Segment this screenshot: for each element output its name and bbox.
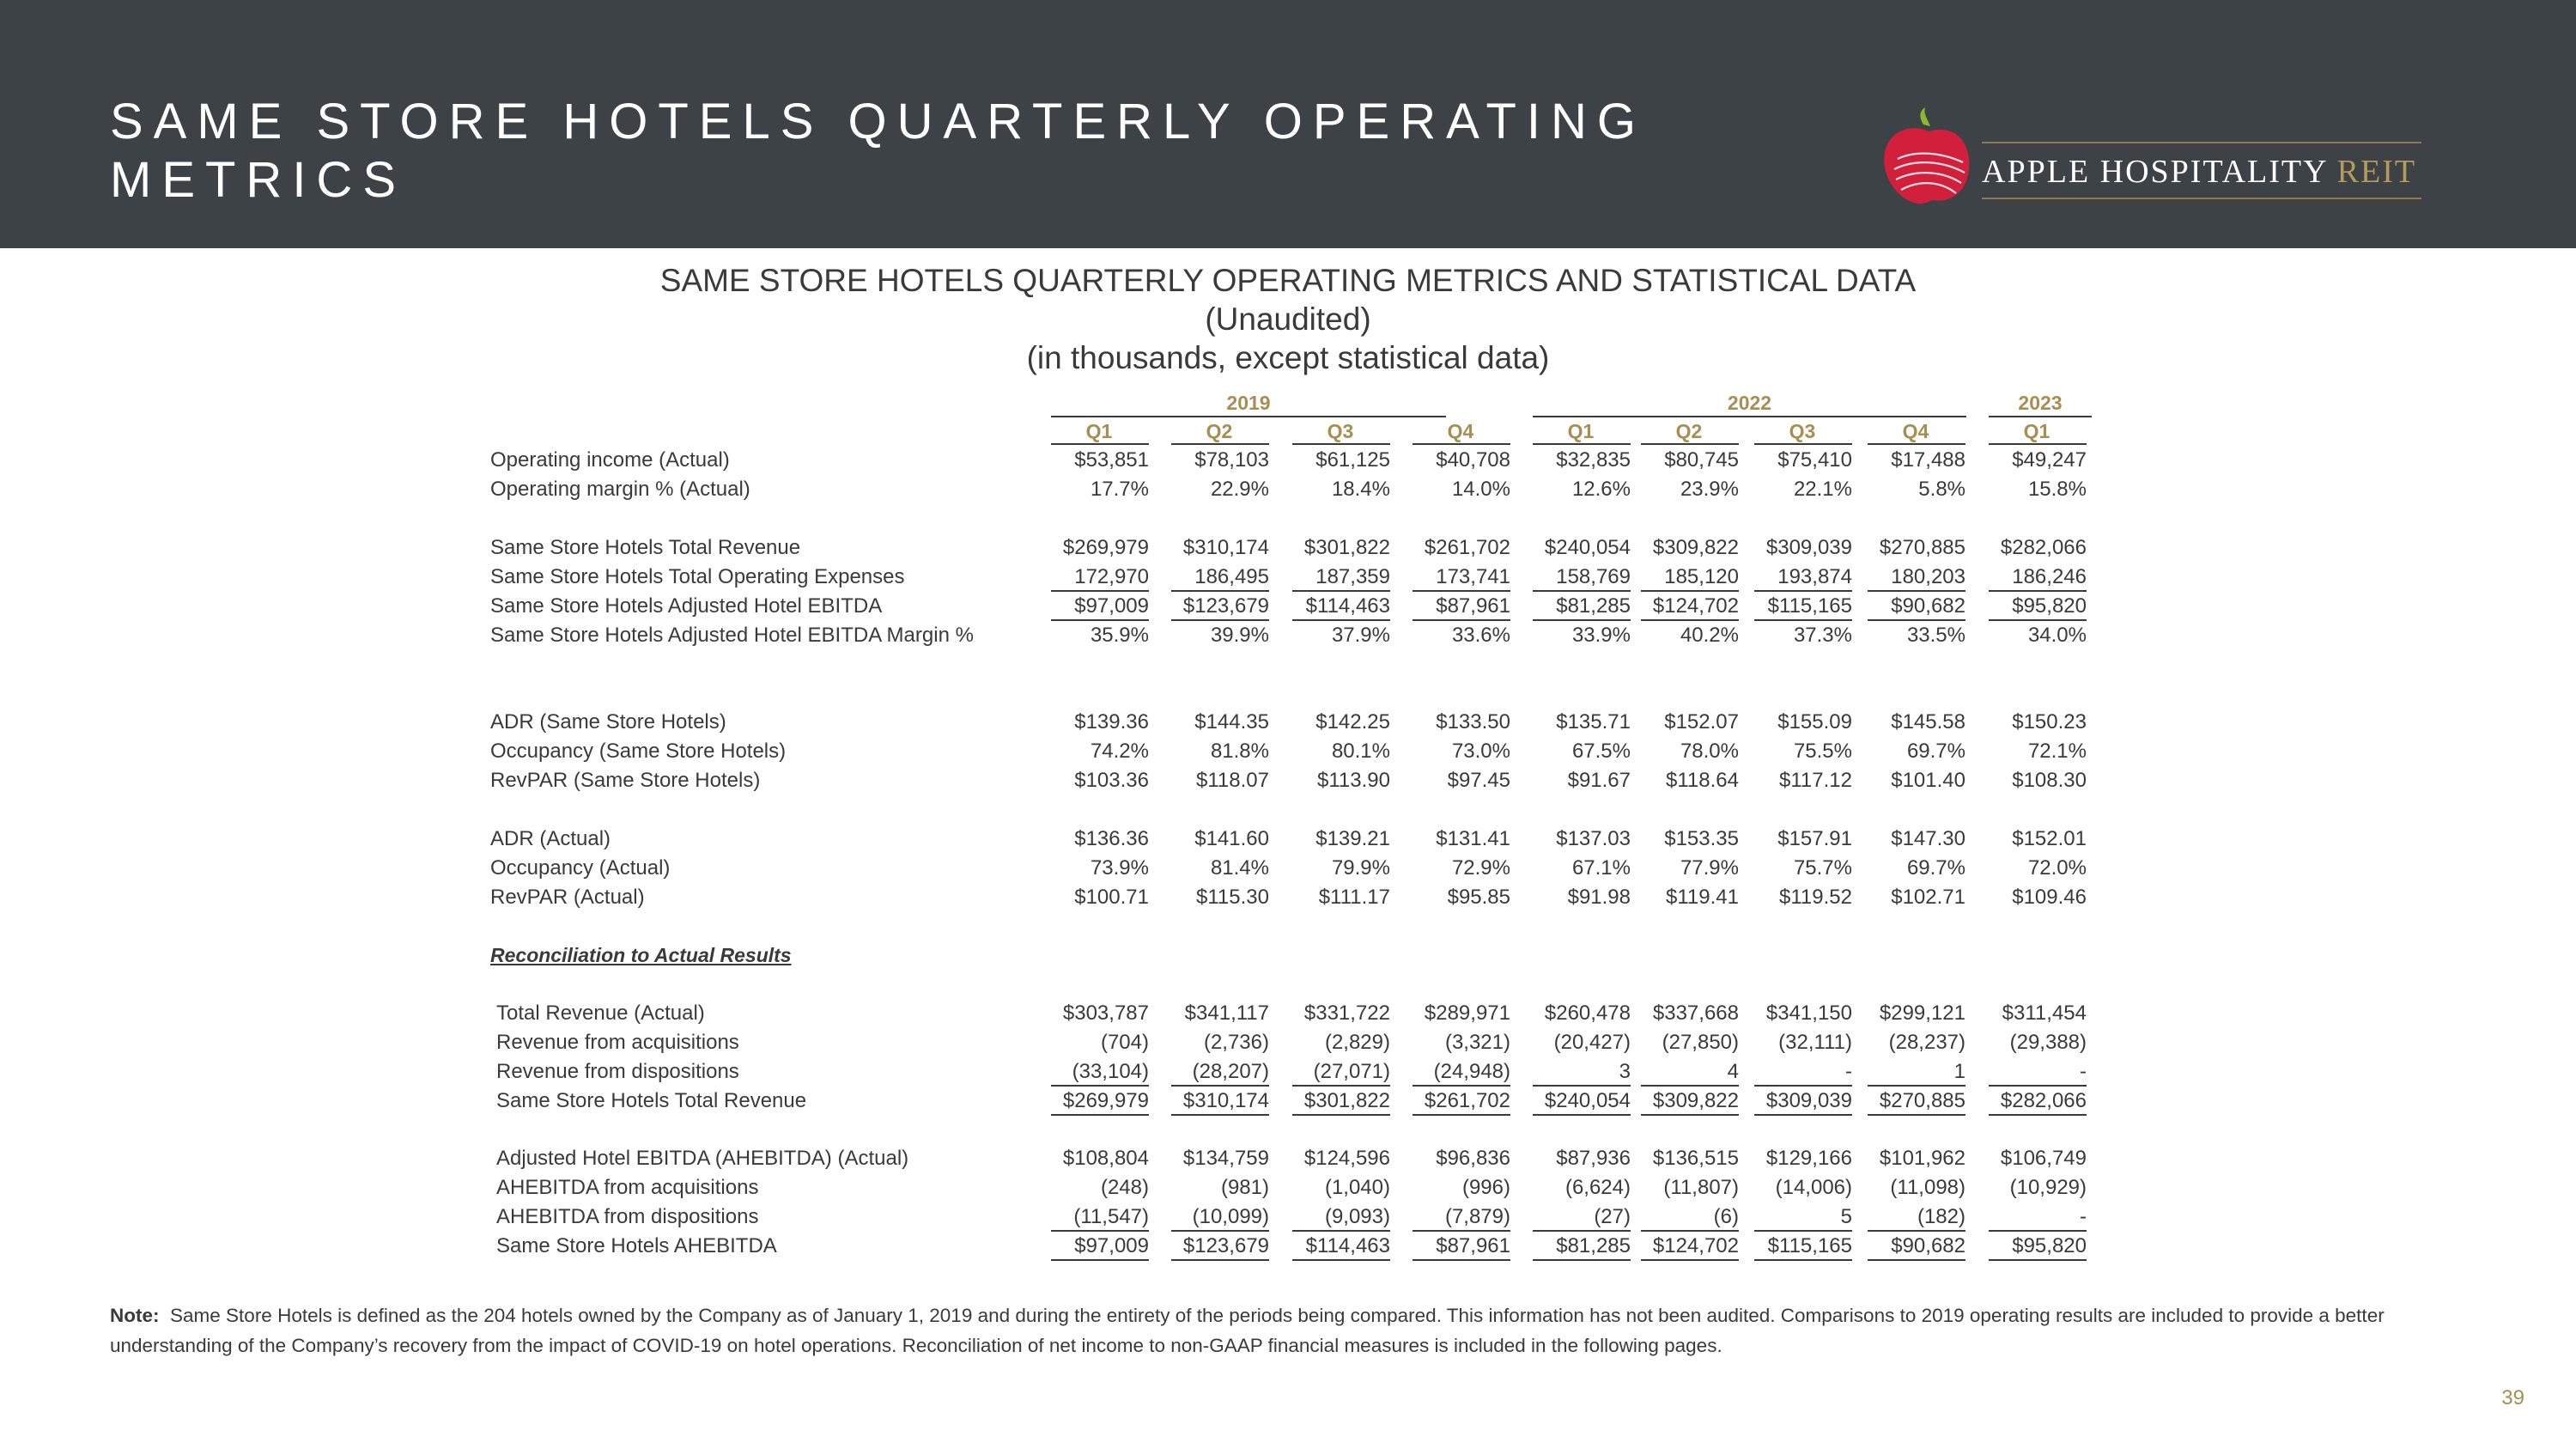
cell-underline: [1292, 619, 1390, 621]
recon-table-cell: $123,679: [1182, 1234, 1269, 1257]
row-label: ADR (Actual): [490, 827, 611, 850]
recon-cell-underline: [1051, 1230, 1149, 1232]
recon-cell-underline: [1868, 1259, 1965, 1261]
recon-table-cell: (11,098): [1890, 1176, 1965, 1199]
recon-cell-underline: [1051, 1259, 1149, 1261]
recon-cell-underline: [1641, 1259, 1739, 1261]
logo-reit: REIT: [2336, 154, 2417, 190]
table-cell: 17.7%: [1090, 478, 1149, 501]
table-cell: $119.52: [1779, 886, 1852, 909]
table-cell: $49,247: [2012, 448, 2087, 472]
recon-table-cell: $96,836: [1436, 1147, 1510, 1170]
recon-cell-underline: [1868, 1114, 1965, 1116]
recon-cell-underline: [1989, 1230, 2087, 1232]
table-cell: 34.0%: [2027, 624, 2087, 647]
cell-underline: [1754, 619, 1852, 621]
recon-table-cell: $136,515: [1652, 1147, 1739, 1170]
recon-table-cell: (182): [1917, 1205, 1965, 1228]
year-underline: [1051, 416, 1446, 417]
recon-table-cell: (1,040): [1324, 1176, 1390, 1199]
table-cell: 185,120: [1664, 565, 1739, 588]
table-cell: 72.1%: [2027, 740, 2087, 763]
table-cell: 35.9%: [1090, 624, 1149, 647]
recon-table-cell: -: [1845, 1060, 1852, 1083]
recon-row-label: Same Store Hotels AHEBITDA: [496, 1234, 777, 1257]
recon-cell-underline: [1292, 1230, 1390, 1232]
recon-table-cell: (6): [1713, 1205, 1739, 1228]
cell-underline: [1641, 590, 1739, 592]
recon-table-cell: (9,093): [1324, 1205, 1390, 1228]
recon-table-cell: (27,071): [1313, 1060, 1390, 1083]
recon-table-cell: (32,111): [1778, 1031, 1852, 1054]
year-underline: [1989, 416, 2092, 417]
table-cell: 74.2%: [1090, 740, 1149, 763]
recon-table-cell: $134,759: [1182, 1147, 1269, 1170]
table-cell: 67.1%: [1571, 856, 1631, 880]
recon-cell-underline: [1868, 1230, 1965, 1232]
recon-table-cell: (6,624): [1564, 1176, 1631, 1199]
table-cell: $90,682: [1891, 594, 1965, 618]
recon-table-cell: $337,668: [1652, 1002, 1739, 1025]
recon-table-cell: $87,936: [1556, 1147, 1631, 1170]
recon-table-cell: $124,702: [1652, 1234, 1739, 1257]
quarter-header: Q2: [1206, 420, 1233, 442]
table-cell: $145.58: [1891, 710, 1965, 734]
table-title: SAME STORE HOTELS QUARTERLY OPERATING METRICS AND STATISTICAL DATA: [659, 263, 1917, 298]
table-units: (in thousands, except statistical data): [1026, 340, 1550, 375]
table-cell: 22.1%: [1793, 478, 1852, 501]
table-cell: 186,246: [2012, 565, 2087, 588]
recon-table-cell: (996): [1461, 1176, 1510, 1199]
recon-table-cell: (2,736): [1203, 1031, 1269, 1054]
recon-table-cell: (24,948): [1433, 1060, 1510, 1083]
cell-underline: [1989, 619, 2087, 621]
recon-table-cell: (10,099): [1192, 1205, 1269, 1228]
table-cell: $301,822: [1303, 536, 1390, 559]
recon-table-cell: (3,321): [1444, 1031, 1510, 1054]
table-cell: 37.3%: [1793, 624, 1852, 647]
logo-wordmark: [1982, 153, 2416, 191]
table-cell: $97.45: [1447, 769, 1510, 792]
recon-table-cell: $90,682: [1891, 1234, 1965, 1257]
company-logo: [1880, 107, 2430, 206]
table-cell: 69.7%: [1906, 856, 1965, 880]
table-cell: $133.50: [1436, 710, 1510, 734]
cell-underline: [1754, 590, 1852, 592]
table-cell: $78,103: [1194, 448, 1269, 472]
row-label: Same Store Hotels Total Operating Expenses: [490, 565, 905, 588]
table-cell: $111.17: [1318, 886, 1390, 909]
row-label: Same Store Hotels Total Revenue: [490, 536, 801, 559]
cell-underline: [1413, 590, 1510, 592]
recon-table-cell: (11,547): [1073, 1205, 1149, 1228]
table-cell: 33.9%: [1571, 624, 1631, 647]
cell-underline: [1868, 619, 1965, 621]
cell-underline: [1413, 619, 1510, 621]
recon-cell-underline: [1051, 1085, 1149, 1087]
recon-cell-underline: [1754, 1259, 1852, 1261]
table-cell: $109.46: [2012, 886, 2087, 909]
recon-table-cell: $124,596: [1303, 1147, 1390, 1170]
recon-table-cell: $108,804: [1062, 1147, 1149, 1170]
recon-table-cell: $311,454: [2002, 1002, 2087, 1025]
table-cell: 40.2%: [1680, 624, 1739, 647]
table-cell: 72.0%: [2027, 856, 2087, 880]
table-cell: $152.01: [2012, 827, 2087, 850]
cell-underline: [1533, 590, 1631, 592]
recon-cell-underline: [1868, 1085, 1965, 1087]
table-cell: 69.7%: [1906, 740, 1965, 763]
table-cell: $309,039: [1765, 536, 1852, 559]
table-cell: 72.9%: [1451, 856, 1510, 880]
recon-table-cell: (981): [1220, 1176, 1269, 1199]
cell-underline: [1171, 590, 1269, 592]
recon-table-cell: (33,104): [1072, 1060, 1149, 1083]
table-cell: $114,463: [1305, 594, 1390, 618]
table-cell: $95,820: [2012, 594, 2087, 618]
table-cell: 193,874: [1777, 565, 1852, 588]
table-cell: 80.1%: [1331, 740, 1390, 763]
recon-table-cell: $95,820: [2012, 1234, 2087, 1257]
table-cell: $135.71: [1556, 710, 1631, 734]
recon-table-cell: $309,822: [1652, 1089, 1739, 1112]
table-cell: 75.7%: [1793, 856, 1852, 880]
logo-rule-bottom: [1982, 198, 2421, 199]
logo-rule-top: [1982, 142, 2421, 143]
recon-row-label: Total Revenue (Actual): [496, 1002, 705, 1025]
row-label: RevPAR (Actual): [490, 886, 645, 909]
recon-cell-underline: [1533, 1114, 1631, 1116]
recon-table-cell: $299,121: [1879, 1002, 1965, 1025]
recon-cell-underline: [1641, 1230, 1739, 1232]
recon-table-cell: 5: [1840, 1205, 1852, 1228]
recon-table-cell: $341,150: [1765, 1002, 1852, 1025]
year-header: 2022: [1727, 392, 1772, 414]
table-cell: 172,970: [1074, 565, 1149, 588]
recon-cell-underline: [1292, 1114, 1390, 1116]
recon-cell-underline: [1533, 1259, 1631, 1261]
table-cell: 73.0%: [1451, 740, 1510, 763]
table-cell: $144.35: [1194, 710, 1269, 734]
recon-cell-underline: [1989, 1085, 2087, 1087]
recon-table-cell: (10,929): [2009, 1176, 2087, 1199]
table-cell: 18.4%: [1331, 478, 1390, 501]
recon-table-cell: 4: [1727, 1060, 1739, 1083]
row-label: Occupancy (Actual): [490, 856, 671, 880]
row-label: Same Store Hotels Adjusted Hotel EBITDA Margin %: [490, 624, 974, 647]
table-cell: $155.09: [1777, 710, 1852, 734]
table-subtitle: (Unaudited): [1205, 301, 1371, 337]
recon-cell-underline: [1171, 1114, 1269, 1116]
table-cell: 187,359: [1315, 565, 1390, 588]
table-cell: $101.40: [1891, 769, 1965, 792]
table-cell: $152.07: [1664, 710, 1739, 734]
table-cell: $310,174: [1182, 536, 1269, 559]
recon-cell-underline: [1051, 1114, 1149, 1116]
quarter-header: Q3: [1789, 420, 1816, 442]
table-cell: 12.6%: [1571, 478, 1631, 501]
quarter-header: Q1: [1567, 420, 1595, 442]
table-cell: 37.9%: [1331, 624, 1390, 647]
table-cell: $61,125: [1315, 448, 1390, 472]
table-cell: $115,165: [1767, 594, 1852, 618]
recon-table-cell: 1: [1953, 1060, 1965, 1083]
recon-table-cell: $106,749: [2000, 1147, 2087, 1170]
recon-table-cell: $101,962: [1879, 1147, 1965, 1170]
table-cell: $240,054: [1544, 536, 1631, 559]
recon-table-cell: $310,174: [1182, 1089, 1269, 1112]
table-cell: $118.07: [1196, 769, 1269, 792]
recon-table-cell: $270,885: [1879, 1089, 1965, 1112]
recon-table-cell: (20,427): [1553, 1031, 1631, 1054]
cell-underline: [1292, 590, 1390, 592]
table-cell: $137.03: [1556, 827, 1631, 850]
cell-underline: [1641, 619, 1739, 621]
quarter-header: Q4: [1902, 420, 1929, 442]
table-cell: 14.0%: [1451, 478, 1510, 501]
recon-row-label: AHEBITDA from dispositions: [496, 1205, 759, 1228]
table-cell: 75.5%: [1793, 740, 1852, 763]
recon-cell-underline: [1641, 1085, 1739, 1087]
table-cell: 180,203: [1891, 565, 1965, 588]
table-cell: 5.8%: [1918, 478, 1965, 501]
recon-table-cell: (14,006): [1775, 1176, 1852, 1199]
recon-cell-underline: [1754, 1230, 1852, 1232]
recon-table-cell: $341,117: [1184, 1002, 1269, 1025]
header-banner: [0, 0, 2576, 248]
recon-table-cell: $129,166: [1765, 1147, 1852, 1170]
recon-table-cell: $114,463: [1305, 1234, 1390, 1257]
table-cell: 78.0%: [1680, 740, 1739, 763]
table-cell: $139.21: [1315, 827, 1390, 850]
recon-table-cell: $301,822: [1303, 1089, 1390, 1112]
quarter-header: Q3: [1327, 420, 1354, 442]
table-cell: $136.36: [1074, 827, 1149, 850]
recon-cell-underline: [1292, 1085, 1390, 1087]
year-header: 2023: [2018, 392, 2063, 414]
table-cell: $119.41: [1666, 886, 1739, 909]
year-header: 2019: [1226, 392, 1271, 414]
recon-cell-underline: [1533, 1230, 1631, 1232]
table-cell: 22.9%: [1210, 478, 1269, 501]
recon-table-cell: (248): [1100, 1176, 1149, 1199]
recon-table-cell: $309,039: [1765, 1089, 1852, 1112]
table-cell: $153.35: [1664, 827, 1739, 850]
table-cell: $150.23: [2012, 710, 2087, 734]
recon-table-cell: (28,237): [1888, 1031, 1965, 1054]
page-title: SAME STORE HOTELS QUARTERLY OPERATING METRICS: [110, 94, 1647, 208]
recon-row-label: Revenue from acquisitions: [496, 1031, 739, 1054]
recon-table-cell: $240,054: [1544, 1089, 1631, 1112]
table-cell: $124,702: [1652, 594, 1739, 618]
recon-table-cell: $269,979: [1062, 1089, 1149, 1112]
table-cell: $75,410: [1777, 448, 1852, 472]
quarter-underline: [1051, 443, 1149, 445]
row-label: Same Store Hotels Adjusted Hotel EBITDA: [490, 594, 883, 618]
recon-cell-underline: [1533, 1085, 1631, 1087]
row-label: Operating income (Actual): [490, 448, 730, 472]
quarter-underline: [1754, 443, 1852, 445]
recon-table-cell: $282,066: [2000, 1089, 2087, 1112]
recon-cell-underline: [1413, 1085, 1510, 1087]
recon-table-cell: (11,807): [1663, 1176, 1739, 1199]
table-cell: 73.9%: [1090, 856, 1149, 880]
table-cell: 33.5%: [1906, 624, 1965, 647]
table-cell: $100.71: [1074, 886, 1149, 909]
quarter-underline: [1868, 443, 1965, 445]
table-cell: $91.98: [1567, 886, 1631, 909]
table-cell: $108.30: [2012, 769, 2087, 792]
table-cell: $261,702: [1424, 536, 1510, 559]
cell-underline: [1051, 619, 1149, 621]
table-cell: $32,835: [1556, 448, 1631, 472]
table-cell: 23.9%: [1680, 478, 1739, 501]
recon-table-cell: (29,388): [2009, 1031, 2087, 1054]
table-cell: $81,285: [1556, 594, 1631, 618]
cell-underline: [1533, 619, 1631, 621]
table-cell: $147.30: [1891, 827, 1965, 850]
recon-table-cell: 3: [1619, 1060, 1631, 1083]
year-underline: [1533, 416, 1966, 417]
recon-table-cell: $331,722: [1303, 1002, 1390, 1025]
table-cell: 173,741: [1436, 565, 1510, 588]
recon-table-cell: $260,478: [1544, 1002, 1631, 1025]
row-label: Operating margin % (Actual): [490, 478, 750, 501]
recon-cell-underline: [1413, 1230, 1510, 1232]
table-cell: 186,495: [1194, 565, 1269, 588]
recon-table-cell: $87,961: [1436, 1234, 1510, 1257]
recon-row-label: Revenue from dispositions: [496, 1060, 739, 1083]
table-cell: $17,488: [1891, 448, 1965, 472]
table-cell: $102.71: [1891, 886, 1965, 909]
cell-underline: [1051, 590, 1149, 592]
page-number: 39: [2501, 1386, 2524, 1409]
recon-table-cell: (28,207): [1192, 1060, 1269, 1083]
quarter-underline: [1989, 443, 2087, 445]
recon-row-label: Adjusted Hotel EBITDA (AHEBITDA) (Actual): [496, 1147, 909, 1170]
recon-cell-underline: [1171, 1085, 1269, 1087]
footnote-text: Same Store Hotels is defined as the 204 hotels owned by the Company as of January 1, 2019 and during the entirety of the periods being compared. This information has not been audited. Comparisons to 2019 operating results are included to provide a better understanding of the Company’s recovery from the impact of COVID-19 on hotel operations. Reconciliation of net income to non-GAAP financial measures is included in the following pages.: [110, 1305, 2385, 1356]
table-cell: $97,009: [1074, 594, 1149, 618]
recon-table-cell: $97,009: [1074, 1234, 1149, 1257]
table-cell: $282,066: [2000, 536, 2087, 559]
recon-cell-underline: [1754, 1114, 1852, 1116]
table-cell: $103.36: [1074, 769, 1149, 792]
table-cell: 79.9%: [1331, 856, 1390, 880]
table-cell: $113.90: [1317, 769, 1390, 792]
cell-underline: [1171, 619, 1269, 621]
quarter-underline: [1641, 443, 1739, 445]
quarter-underline: [1533, 443, 1631, 445]
table-cell: $270,885: [1879, 536, 1965, 559]
table-cell: $157.91: [1777, 827, 1852, 850]
cell-underline: [1989, 590, 2087, 592]
table-cell: $80,745: [1664, 448, 1739, 472]
table-cell: $141.60: [1194, 827, 1269, 850]
quarter-underline: [1413, 443, 1510, 445]
recon-table-cell: (2,829): [1324, 1031, 1390, 1054]
quarter-header: Q4: [1447, 420, 1474, 442]
table-cell: 15.8%: [2027, 478, 2087, 501]
recon-cell-underline: [1413, 1259, 1510, 1261]
row-label: ADR (Same Store Hotels): [490, 710, 726, 734]
cell-underline: [1868, 590, 1965, 592]
table-cell: $53,851: [1074, 448, 1149, 472]
recon-cell-underline: [1754, 1085, 1852, 1087]
recon-table-cell: (27): [1594, 1205, 1631, 1228]
table-cell: 77.9%: [1680, 856, 1739, 880]
table-cell: $118.64: [1666, 769, 1739, 792]
table-cell: $40,708: [1436, 448, 1510, 472]
recon-table-cell: $303,787: [1062, 1002, 1149, 1025]
table-cell: $87,961: [1436, 594, 1510, 618]
recon-table-cell: (7,879): [1444, 1205, 1510, 1228]
recon-table-cell: $289,971: [1424, 1002, 1510, 1025]
recon-cell-underline: [1171, 1259, 1269, 1261]
recon-cell-underline: [1641, 1114, 1739, 1116]
recon-table-cell: (704): [1100, 1031, 1149, 1054]
table-cell: 33.6%: [1451, 624, 1510, 647]
quarter-header: Q1: [1085, 420, 1113, 442]
table-cell: 39.9%: [1210, 624, 1269, 647]
table-cell: $131.41: [1436, 827, 1510, 850]
reconciliation-heading: Reconciliation to Actual Results: [490, 944, 792, 966]
quarter-underline: [1171, 443, 1269, 445]
recon-cell-underline: [1292, 1259, 1390, 1261]
footnote-label: Note:: [110, 1305, 160, 1326]
table-cell: $95.85: [1447, 886, 1510, 909]
recon-cell-underline: [1989, 1259, 2087, 1261]
recon-table-cell: $81,285: [1556, 1234, 1631, 1257]
quarter-header: Q1: [2023, 420, 2050, 442]
logo-company-name: APPLE HOSPITALITY: [1982, 154, 2328, 190]
quarter-underline: [1292, 443, 1390, 445]
row-label: RevPAR (Same Store Hotels): [490, 769, 761, 792]
recon-table-cell: -: [2080, 1205, 2087, 1228]
table-cell: $115.30: [1196, 886, 1269, 909]
apple-logo-icon: [1880, 107, 1975, 206]
row-label: Occupancy (Same Store Hotels): [490, 740, 787, 763]
table-cell: $117.12: [1779, 769, 1852, 792]
recon-table-cell: (27,850): [1662, 1031, 1739, 1054]
table-cell: 158,769: [1556, 565, 1631, 588]
recon-row-label: Same Store Hotels Total Revenue: [496, 1089, 807, 1112]
recon-cell-underline: [1413, 1114, 1510, 1116]
recon-table-cell: $115,165: [1767, 1234, 1852, 1257]
table-cell: $91.67: [1567, 769, 1631, 792]
table-cell: 81.4%: [1210, 856, 1269, 880]
recon-table-cell: -: [2080, 1060, 2087, 1083]
table-cell: 81.8%: [1210, 740, 1269, 763]
table-cell: $139.36: [1074, 710, 1149, 734]
recon-row-label: AHEBITDA from acquisitions: [496, 1176, 759, 1199]
table-cell: 67.5%: [1571, 740, 1631, 763]
table-cell: $269,979: [1062, 536, 1149, 559]
table-cell: $309,822: [1652, 536, 1739, 559]
recon-cell-underline: [1989, 1114, 2087, 1116]
recon-table-cell: $261,702: [1424, 1089, 1510, 1112]
table-cell: $123,679: [1182, 594, 1269, 618]
footnote: [110, 1300, 2480, 1361]
quarter-header: Q2: [1675, 420, 1703, 442]
recon-cell-underline: [1171, 1230, 1269, 1232]
table-cell: $142.25: [1315, 710, 1390, 734]
